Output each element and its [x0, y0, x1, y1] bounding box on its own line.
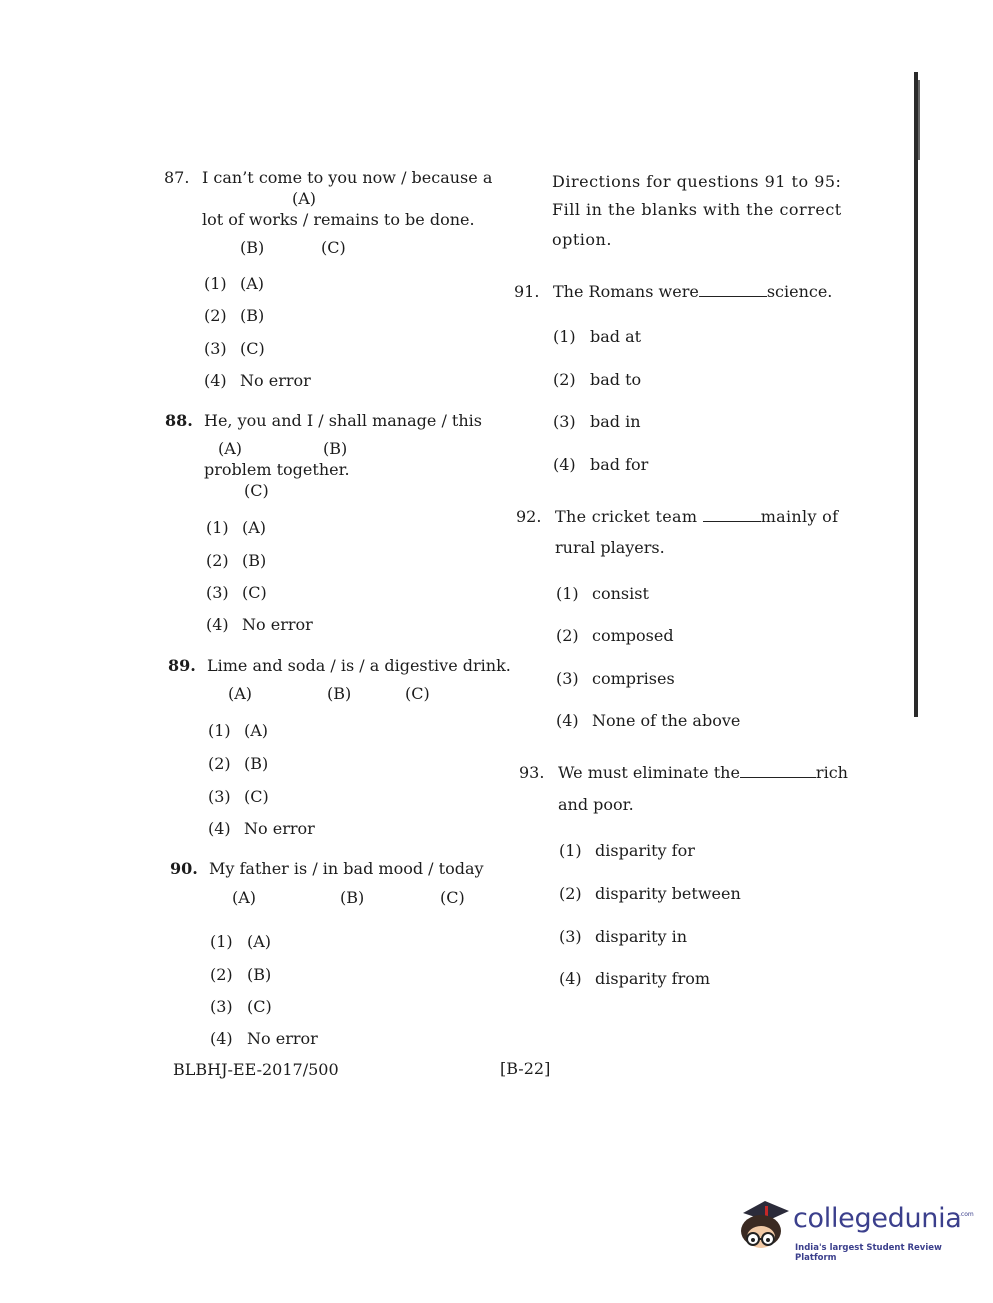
- option-text[interactable]: No error: [240, 371, 311, 390]
- option-number[interactable]: (1): [204, 274, 227, 293]
- option-text[interactable]: disparity in: [595, 927, 688, 946]
- question-number: 88.: [165, 411, 193, 430]
- segment-marker-c: (C): [244, 481, 269, 500]
- segment-marker-a: (A): [232, 888, 257, 907]
- option-text[interactable]: bad in: [590, 412, 641, 431]
- paper-code: BLBHJ-EE-2017/500: [173, 1060, 339, 1079]
- question-text-pre: The Romans were: [553, 282, 699, 301]
- option-text[interactable]: No error: [244, 819, 315, 838]
- option-number[interactable]: (1): [206, 518, 229, 537]
- option-text[interactable]: (B): [244, 754, 269, 773]
- question-number: 87.: [164, 168, 190, 187]
- question-text-line1: I can’t come to you now / because a: [202, 168, 493, 187]
- question-number: 90.: [170, 859, 198, 878]
- option-text[interactable]: (A): [244, 721, 269, 740]
- logo-wordmark: collegedunia: [793, 1203, 962, 1234]
- segment-marker-b: (B): [240, 238, 265, 257]
- option-text[interactable]: bad to: [590, 370, 642, 389]
- segment-marker-a: (A): [292, 189, 317, 208]
- option-number[interactable]: (1): [556, 584, 579, 603]
- option-text[interactable]: (B): [240, 306, 265, 325]
- option-text[interactable]: consist: [592, 584, 649, 603]
- option-number[interactable]: (3): [210, 997, 233, 1016]
- option-text[interactable]: comprises: [592, 669, 675, 688]
- option-number[interactable]: (2): [553, 370, 576, 389]
- option-text[interactable]: composed: [592, 626, 674, 645]
- option-text[interactable]: (A): [240, 274, 265, 293]
- question-text-post: mainly of: [760, 507, 839, 526]
- option-text[interactable]: disparity from: [595, 969, 711, 988]
- option-number[interactable]: (1): [559, 841, 582, 860]
- option-number[interactable]: (2): [210, 965, 233, 984]
- question-text: [553, 282, 832, 301]
- question-text-line1: Lime and soda / is / a digestive drink.: [207, 656, 511, 675]
- option-number[interactable]: (3): [556, 669, 579, 688]
- segment-marker-a: (A): [228, 684, 253, 703]
- option-number[interactable]: (1): [553, 327, 576, 346]
- option-number[interactable]: (2): [559, 884, 582, 903]
- option-text[interactable]: disparity for: [595, 841, 695, 860]
- logo-com: .com: [959, 1211, 974, 1218]
- directions-line2: Fill in the blanks with the correct: [552, 200, 842, 219]
- question-number: 89.: [168, 656, 196, 675]
- segment-marker-c: (C): [405, 684, 430, 703]
- option-text[interactable]: (C): [240, 339, 265, 358]
- option-number[interactable]: (3): [204, 339, 227, 358]
- option-text[interactable]: (B): [242, 551, 267, 570]
- logo-tagline: India's largest Student Review Platform: [795, 1243, 942, 1263]
- option-text[interactable]: (C): [244, 787, 269, 806]
- question-number: 91.: [514, 282, 540, 301]
- answer-blank: [703, 509, 761, 522]
- option-number[interactable]: (4): [206, 615, 229, 634]
- option-text[interactable]: No error: [247, 1029, 318, 1048]
- question-text-line2: problem together.: [204, 460, 350, 479]
- option-number[interactable]: (1): [208, 721, 231, 740]
- option-number[interactable]: (2): [556, 626, 579, 645]
- option-text[interactable]: (C): [242, 583, 267, 602]
- scan-edge-mark-secondary: [918, 80, 920, 160]
- question-text-post: science.: [766, 282, 833, 301]
- option-number[interactable]: (2): [206, 551, 229, 570]
- collegedunia-logo[interactable]: [735, 1195, 974, 1265]
- option-text[interactable]: (A): [247, 932, 272, 951]
- answer-blank: [740, 765, 816, 778]
- option-number[interactable]: (4): [204, 371, 227, 390]
- option-number[interactable]: (4): [210, 1029, 233, 1048]
- question-text-line1: He, you and I / shall manage / this: [204, 411, 482, 430]
- option-number[interactable]: (2): [204, 306, 227, 325]
- segment-marker-b: (B): [340, 888, 365, 907]
- directions-line3: option.: [552, 230, 612, 249]
- option-number[interactable]: (4): [208, 819, 231, 838]
- segment-marker-a: (A): [218, 439, 243, 458]
- option-text[interactable]: (B): [247, 965, 272, 984]
- option-text[interactable]: bad for: [590, 455, 649, 474]
- option-text[interactable]: (C): [247, 997, 272, 1016]
- question-text-line2: and poor.: [558, 795, 634, 814]
- option-text[interactable]: (A): [242, 518, 267, 537]
- question-text-line2: lot of works / remains to be done.: [202, 210, 475, 229]
- option-number[interactable]: (4): [553, 455, 576, 474]
- option-text[interactable]: No error: [242, 615, 313, 634]
- option-text[interactable]: None of the above: [592, 711, 741, 730]
- option-text[interactable]: disparity between: [595, 884, 741, 903]
- option-number[interactable]: (2): [208, 754, 231, 773]
- segment-marker-b: (B): [323, 439, 348, 458]
- question-text-post: rich: [815, 763, 848, 782]
- question-text-pre: The cricket team: [555, 507, 698, 526]
- question-text: [558, 763, 848, 782]
- option-number[interactable]: (3): [208, 787, 231, 806]
- question-text-pre: We must eliminate the: [558, 763, 740, 782]
- option-number[interactable]: (4): [559, 969, 582, 988]
- question-text: [555, 507, 838, 526]
- option-number[interactable]: (4): [556, 711, 579, 730]
- option-number[interactable]: (1): [210, 932, 233, 951]
- option-number[interactable]: (3): [553, 412, 576, 431]
- question-number: 93.: [519, 763, 545, 782]
- scan-edge-mark: [914, 72, 918, 717]
- option-number[interactable]: (3): [206, 583, 229, 602]
- question-number: 92.: [516, 507, 542, 526]
- option-text[interactable]: bad at: [590, 327, 642, 346]
- directions-line1: Directions for questions 91 to 95:: [552, 172, 842, 191]
- mascot-icon: [735, 1195, 795, 1257]
- segment-marker-c: (C): [440, 888, 465, 907]
- option-number[interactable]: (3): [559, 927, 582, 946]
- answer-blank: [699, 284, 767, 297]
- question-text-line1: My father is / in bad mood / today: [209, 859, 484, 878]
- segment-marker-b: (B): [327, 684, 352, 703]
- segment-marker-c: (C): [321, 238, 346, 257]
- page-number: [B-22]: [500, 1059, 551, 1078]
- question-text-line2: rural players.: [555, 538, 665, 557]
